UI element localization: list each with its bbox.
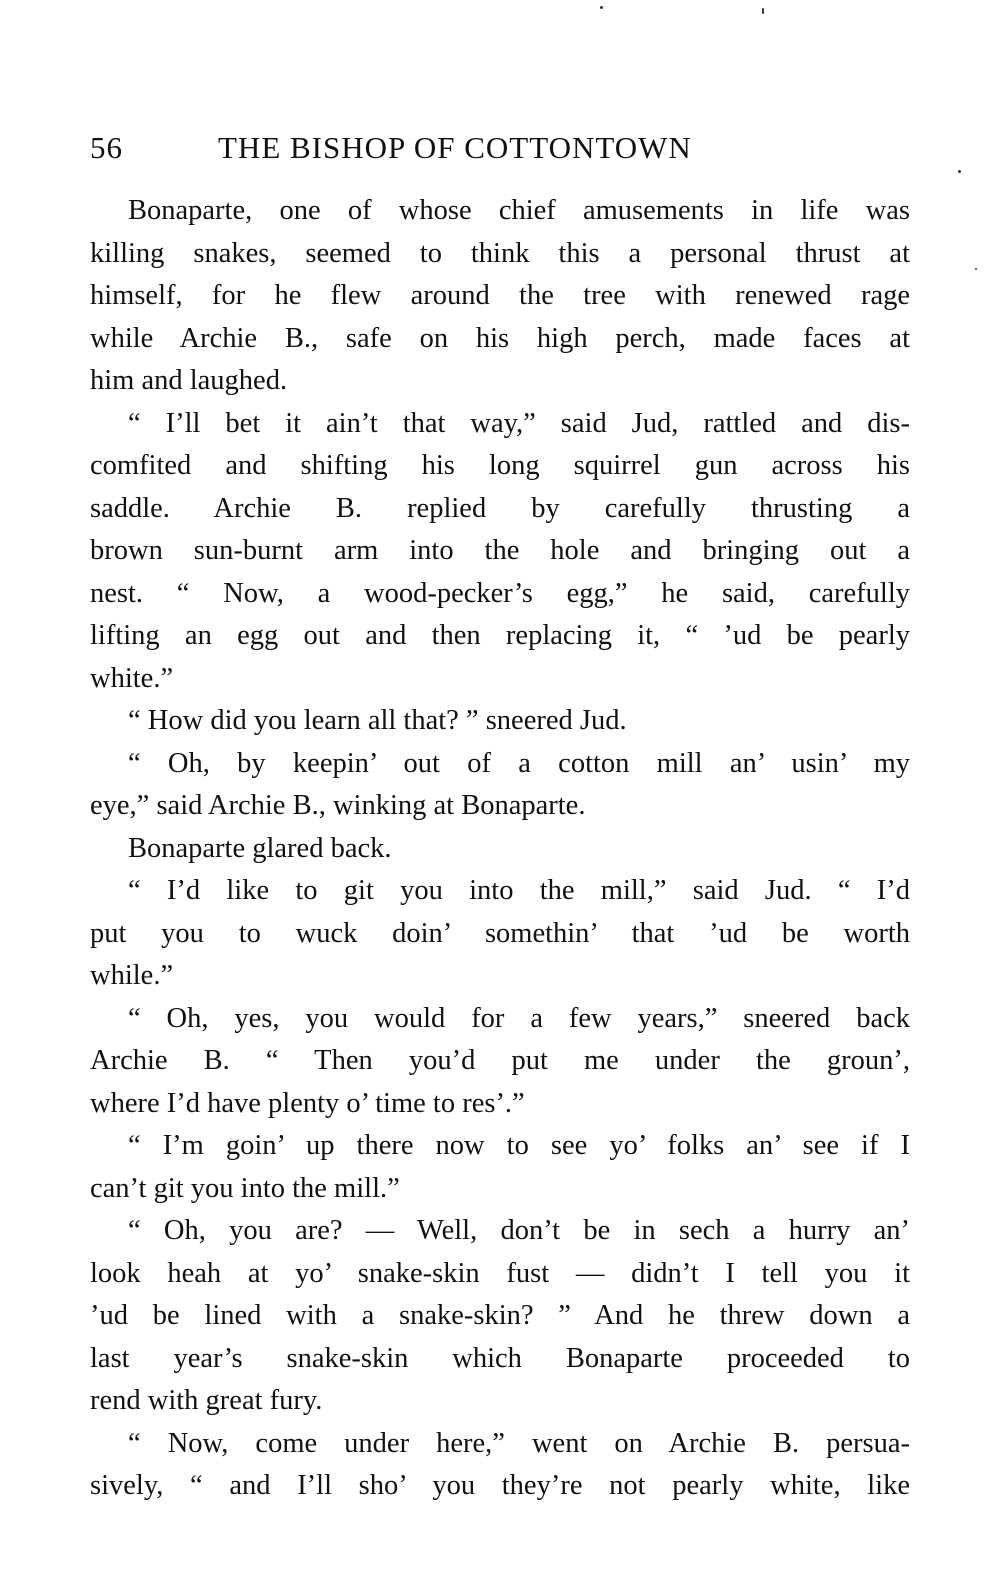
body-text xyxy=(90,190,910,1508)
text-line: Archie B. “ Then you’d put me under the groun’, xyxy=(90,1045,910,1076)
text-line: him and laughed. xyxy=(90,365,288,396)
text-line: saddle. Archie B. replied by carefully thrusting a xyxy=(90,492,910,524)
text-line: Bonaparte glared back. xyxy=(128,832,392,864)
text-line: himself, for he flew around the tree with renewed rage xyxy=(90,280,910,311)
text-line: “ I’m goin’ up there now to see yo’ folks an’ see if I xyxy=(128,1130,910,1161)
text-line: last year’s snake-skin which Bonaparte proceeded to xyxy=(90,1342,910,1374)
text-line: white.” xyxy=(90,662,174,694)
text-line: can’t git you into the mill.” xyxy=(90,1172,400,1204)
text-line: brown sun-burnt arm into the hole and bringing out a xyxy=(90,535,910,566)
text-line: look heah at yo’ snake-skin fust — didn’t I tell you it xyxy=(90,1257,910,1289)
text-line: “ How did you learn all that? ” sneered Jud. xyxy=(128,705,627,736)
text-line: “ I’ll bet it ain’t that way,” said Jud, rattled and dis- xyxy=(128,407,910,439)
text-line: eye,” said Archie B., winking at Bonaparte. xyxy=(90,790,586,821)
scan-speck xyxy=(600,6,603,9)
text-line: sively, “ and I’ll sho’ you they’re not pearly white, like xyxy=(90,1470,910,1501)
text-line: “ Oh, you are? — Well, don’t be in sech a hurry an’ xyxy=(128,1215,910,1246)
text-line: put you to wuck doin’ somethin’ that ’ud be worth xyxy=(90,917,910,949)
page-number: 56 xyxy=(90,130,123,165)
text-line: “ I’d like to git you into the mill,” said Jud. “ I’d xyxy=(128,875,910,906)
text-line: “ Oh, by keepin’ out of a cotton mill an’ usin’ my xyxy=(128,747,910,779)
scan-speck xyxy=(975,268,977,270)
text-line: ’ud be lined with a snake-skin? ” And he threw down a xyxy=(90,1300,910,1331)
scan-speck xyxy=(762,8,764,14)
book-title: THE BISHOP OF COTTONTOWN xyxy=(218,130,692,165)
running-head xyxy=(90,128,910,168)
text-line: where I’d have plenty o’ time to res’.” xyxy=(90,1087,525,1119)
text-line: nest. “ Now, a wood-pecker’s egg,” he said, carefully xyxy=(90,577,910,609)
text-line: rend with great fury. xyxy=(90,1385,323,1416)
text-line: while.” xyxy=(90,960,174,991)
text-line: comfited and shifting his long squirrel gun across his xyxy=(90,450,910,481)
text-line: while Archie B., safe on his high perch, made faces at xyxy=(90,322,910,354)
scan-speck xyxy=(958,170,961,173)
text-line: Bonaparte, one of whose chief amusements in life was xyxy=(128,195,910,226)
text-line: lifting an egg out and then replacing it, “ ’ud be pearly xyxy=(90,620,910,651)
text-line: “ Now, come under here,” went on Archie B. persua- xyxy=(128,1427,910,1459)
text-line: killing snakes, seemed to think this a personal thrust at xyxy=(90,237,910,269)
text-line: “ Oh, yes, you would for a few years,” sneered back xyxy=(128,1002,910,1034)
